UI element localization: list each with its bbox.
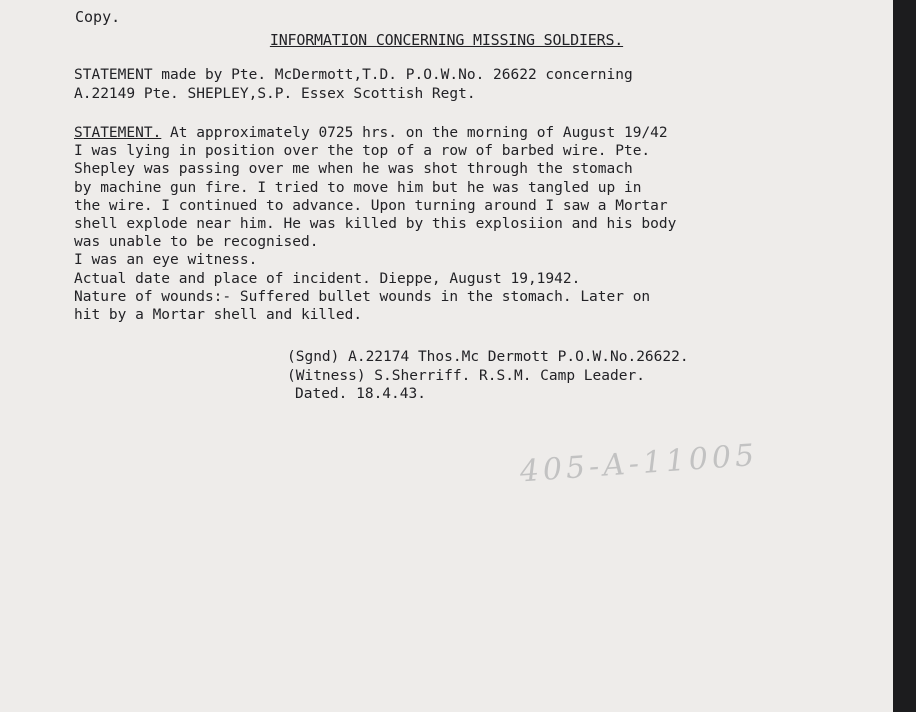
statement-line: hit by a Mortar shell and killed. <box>74 307 363 324</box>
statement-first-line-text: At approximately 0725 hrs. on the morning of August 19/42 <box>161 125 668 141</box>
dated-line: Dated. 18.4.43. <box>295 386 426 402</box>
statement-line: Actual date and place of incident. Dieppe, August 19,1942. <box>74 270 581 287</box>
statement-body <box>74 124 854 324</box>
signature-block <box>287 348 847 404</box>
statement-intro <box>74 66 834 104</box>
statement-line: I was lying in position over the top of a row of barbed wire. Pte. <box>74 143 651 160</box>
statement-line: Nature of wounds:- Suffered bullet wounds in the stomach. Later on <box>74 288 651 305</box>
witness-line: (Witness) S.Sherriff. R.S.M. Camp Leader. <box>287 367 645 384</box>
statement-line: shell explode near him. He was killed by this explosiion and his body <box>74 216 677 233</box>
statement-line: by machine gun fire. I tried to move him but he was tangled up in <box>74 179 642 196</box>
intro-line: STATEMENT made by Pte. McDermott,T.D. P.O.W.No. 26622 concerning <box>74 67 633 83</box>
signed-line: (Sgnd) A.22174 Thos.Mc Dermott P.O.W.No.26622. <box>287 349 689 365</box>
statement-line: Shepley was passing over me when he was shot through the stomach <box>74 161 633 178</box>
statement-first-line <box>74 124 854 142</box>
intro-line: A.22149 Pte. SHEPLEY,S.P. Essex Scottish Regt. <box>74 86 476 102</box>
statement-line: was unable to be recognised. <box>74 234 319 251</box>
copy-label: Copy. <box>75 8 121 26</box>
document-title: INFORMATION CONCERNING MISSING SOLDIERS. <box>269 31 624 49</box>
pencil-file-number: 405-A-11005 <box>518 437 760 490</box>
statement-line: the wire. I continued to advance. Upon turning around I saw a Mortar <box>74 197 668 214</box>
statement-line: I was an eye witness. <box>74 252 258 269</box>
statement-label: STATEMENT. <box>74 125 162 141</box>
